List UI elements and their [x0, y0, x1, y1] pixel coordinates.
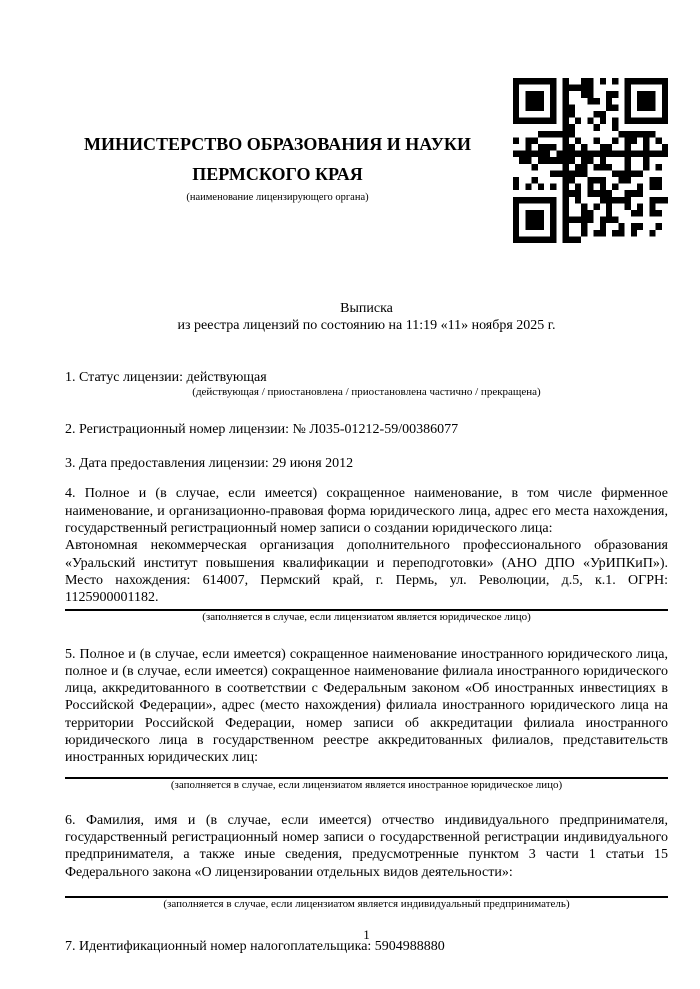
item-license-grant-date [65, 455, 668, 472]
legal-entity-caption: (заполняется в случае, если лицензиатом является юридическое лицо) [202, 610, 531, 623]
licensing-authority-caption: (наименование лицензирующего органа) [186, 192, 369, 203]
individual-entrepreneur-question: 6. Фамилия, имя и (в случае, если имеется) отчество индивидуального предпринимателя, государственный регистрационный номер записи о государственной регистрации индивидуального предпринимателя, а также иные сведения, предусмотренные пунктом 3 части 1 статьи 15 Федерального закона «О лицензировании отдельных видов деятельности»: [65, 812, 668, 880]
item-individual-entrepreneur [65, 812, 668, 911]
qr-code-icon [513, 78, 668, 243]
document-title [65, 300, 668, 335]
registration-number-text: 2. Регистрационный номер лицензии: № Л035-01212-59/00386077 [65, 421, 459, 437]
license-grant-date-text: 3. Дата предоставления лицензии: 29 июня 2012 [65, 456, 354, 472]
title-line1: Выписка [340, 301, 393, 316]
foreign-entity-question: 5. Полное и (в случае, если имеется) сокращенное наименование иностранного юридического лица, полное и (в случае, если имеется) сокращенное наименование филиала иностранного юридического лица, аккредитованного в соответствии с Федеральным законом «Об иностранных инвестициях в Российской Федерации», адрес (место нахождения) филиала иностранного юридического лица на территории Российской Федерации, номер записи об аккредитации филиала иностранного юридического лица в государственном реестре аккредитованных филиалов, представительств иностранных юридических лиц: [65, 646, 668, 766]
item-foreign-entity [65, 646, 668, 792]
taxpayer-number-text: 7. Идентификационный номер налогоплательщика: 5904988880 [65, 938, 445, 954]
title-line2: из реестра лицензий по состоянию на 11:19 «11» ноября 2025 г. [177, 318, 556, 334]
item-legal-entity [65, 485, 668, 623]
page-number: 1 [363, 926, 370, 942]
individual-entrepreneur-caption: (заполняется в случае, если лицензиатом является индивидуальный предприниматель) [163, 897, 570, 910]
foreign-entity-caption: (заполняется в случае, если лицензиатом является иностранное юридическое лицо) [170, 778, 563, 791]
item-license-status [65, 369, 668, 399]
legal-entity-question: 4. Полное и (в случае, если имеется) сокращенное наименование, в том числе фирменное наименование, и организационно-правовая форма юридического лица, адрес его места нахождения, государственный регистрационный номер записи о создании юридического лица: [65, 486, 668, 537]
ministry-name-line1: МИНИСТЕРСТВО ОБРАЗОВАНИЯ И НАУКИ [84, 134, 471, 154]
license-status-text: 1. Статус лицензии: действующая [65, 369, 267, 385]
document-header [65, 0, 668, 243]
legal-entity-value: Автономная некоммерческая организация дополнительного профессионального образования «Уральский институт повышения квалификации и переподготовки» (АНО ДПО «УрИПКиП»). Место нахождения: 614007, Пермский край, г. Пермь, ул. Революции, д.5, к.1. ОГРН: 1125900001182. [65, 538, 668, 606]
item-registration-number [65, 421, 668, 438]
license-status-options-caption: (действующая / приостановлена / приостановлена частично / прекращена) [192, 385, 541, 398]
licensing-authority-block [65, 78, 490, 205]
ministry-name-line2: ПЕРМСКОГО КРАЯ [192, 164, 363, 184]
